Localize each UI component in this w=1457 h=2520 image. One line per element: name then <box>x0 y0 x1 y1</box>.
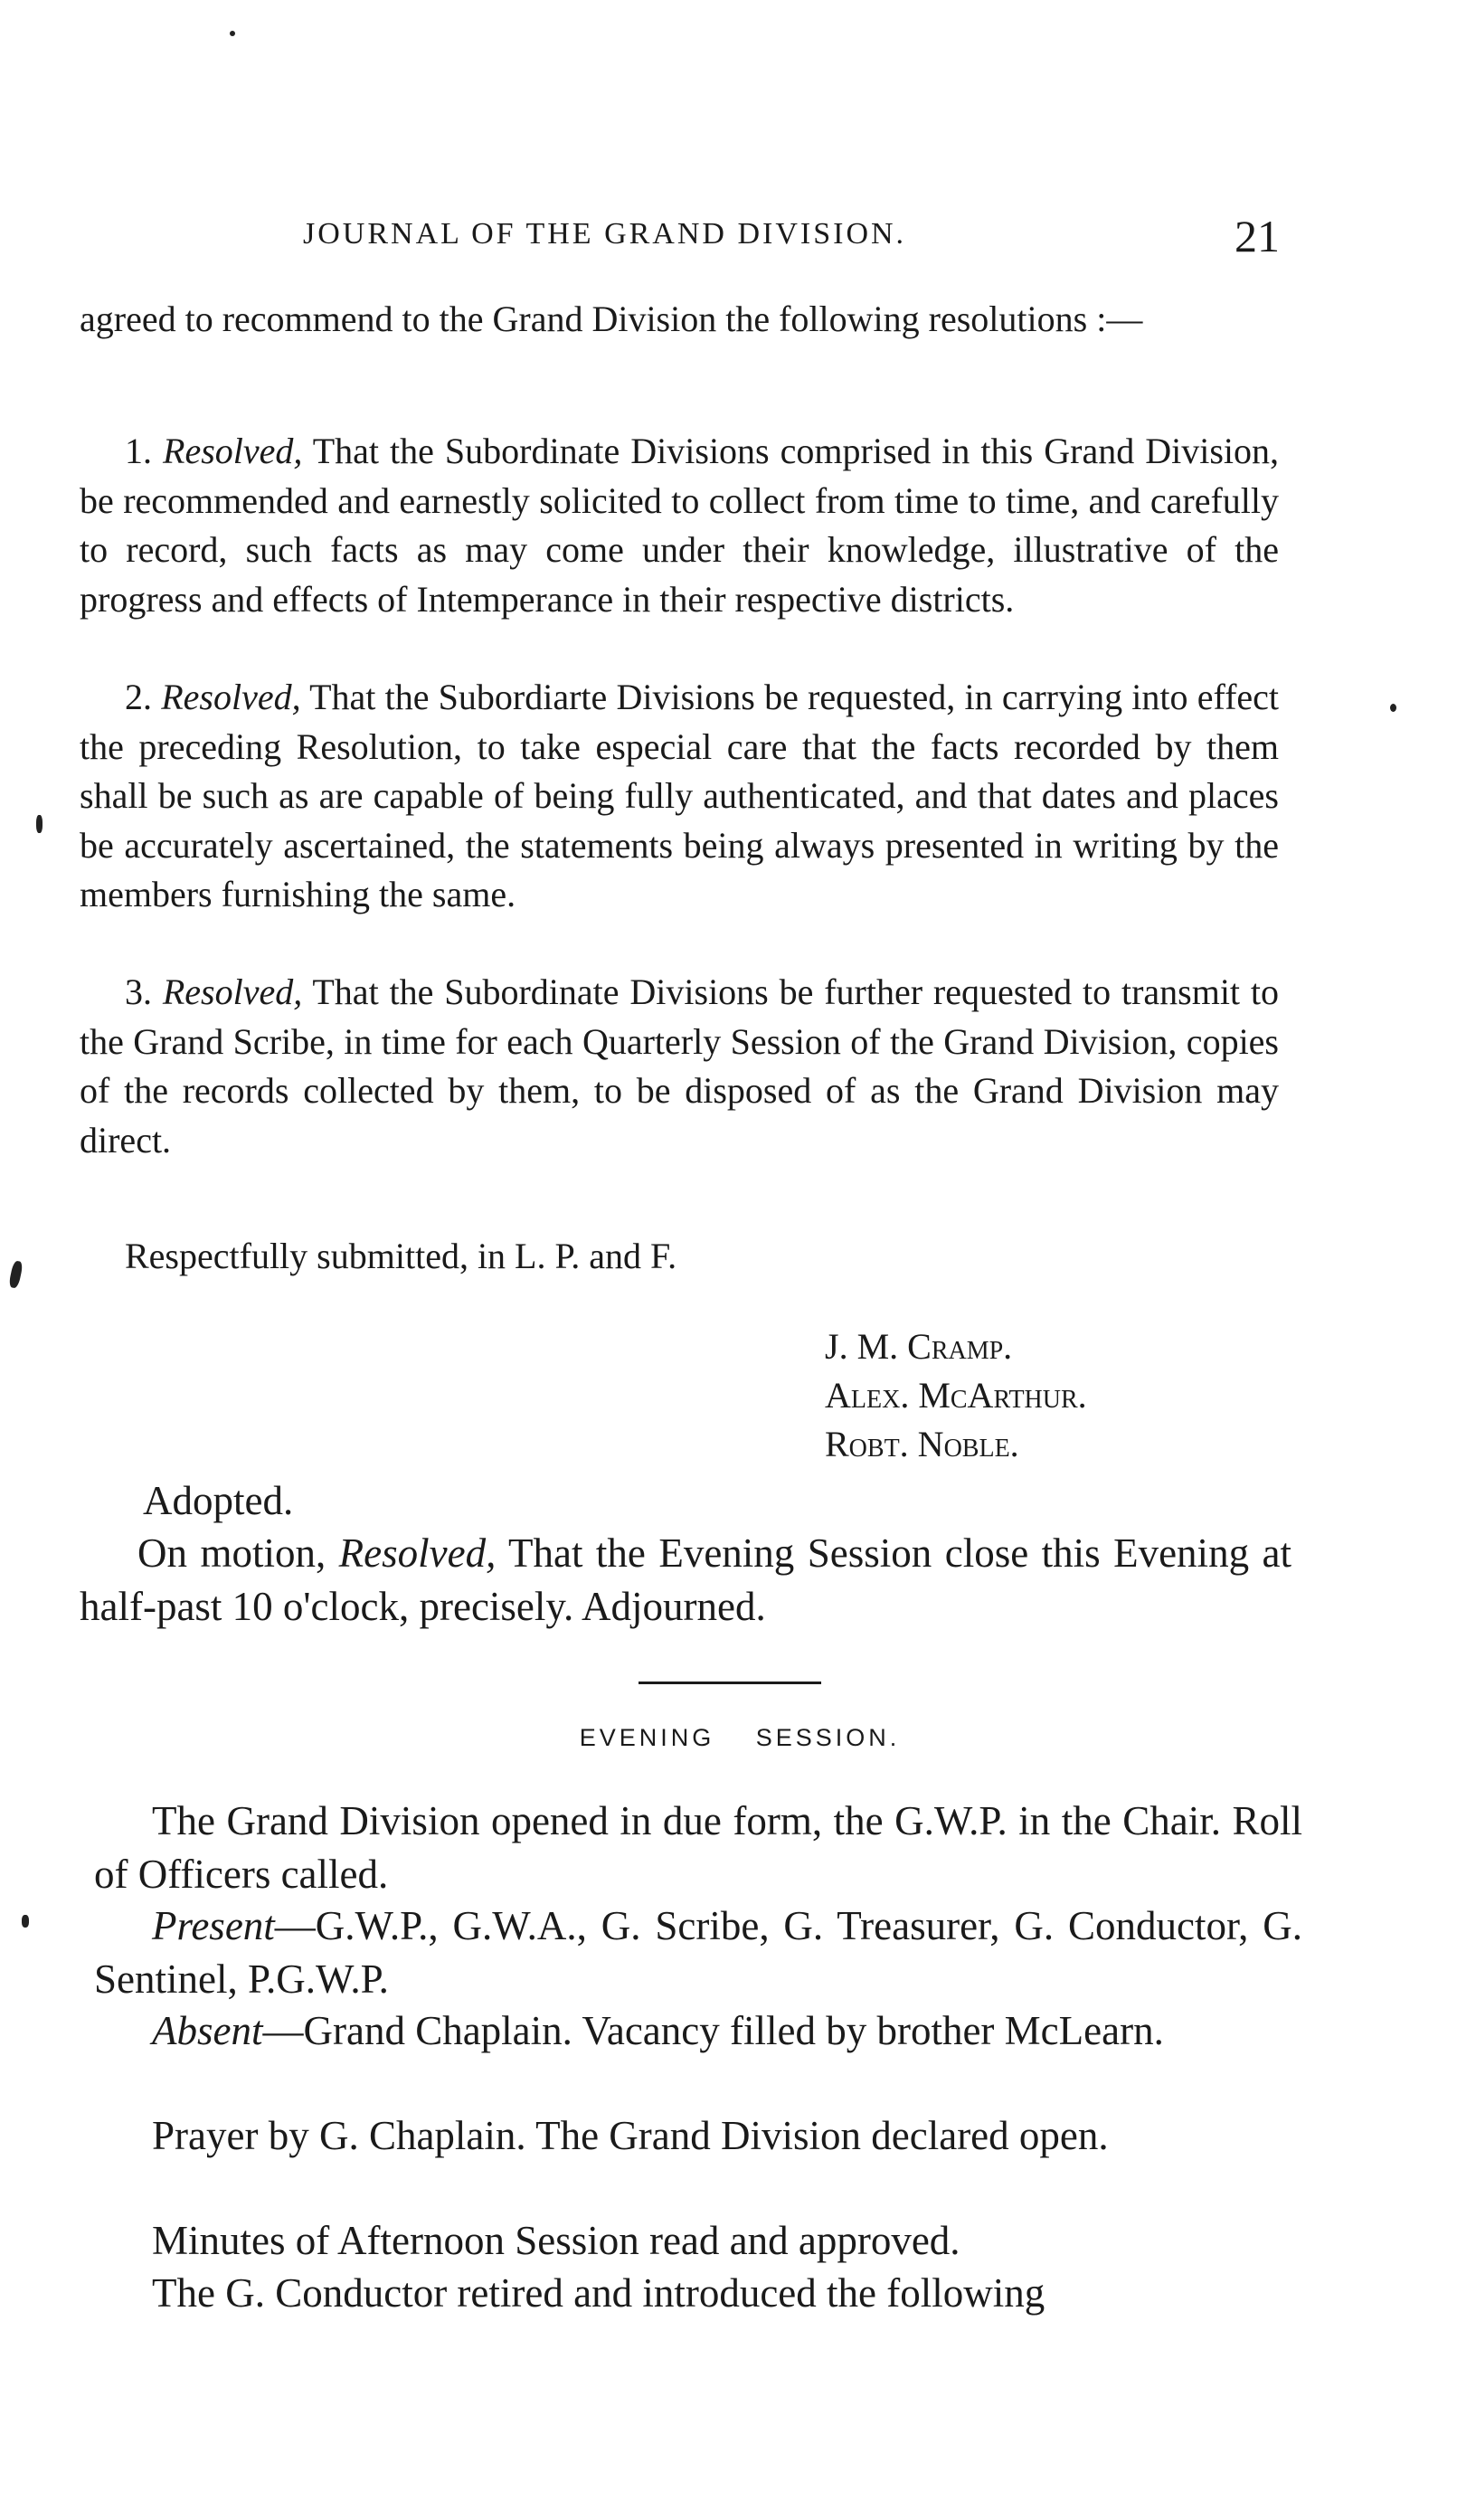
signatory: Alex. McArthur. <box>825 1375 1087 1416</box>
intro-paragraph <box>80 295 1279 345</box>
resolution-text: That the Subordiarte Divisions be requested, in carrying into effect the preceding Resolution, to take especial care that the facts recorded by them shall be such as are capable of being fully authenticated, and that dates and places be accurately ascertained, the statements being always presented in writing by the members furnishing the same. <box>80 677 1280 914</box>
present-label: Present <box>152 1903 275 1948</box>
resolution-3 <box>80 968 1279 1165</box>
minutes-paragraph <box>94 2214 1302 2268</box>
running-head <box>303 210 1280 264</box>
closing-line <box>80 1232 1279 1282</box>
conductor-text: The G. Conductor retired and introduced the following <box>152 2270 1045 2316</box>
intro-text: agreed to recommend to the Grand Division the following resolutions :— <box>80 298 1143 339</box>
absent-text: —Grand Chaplain. Vacancy filled by brother McLearn. <box>262 2008 1164 2053</box>
ink-speck <box>8 1260 24 1289</box>
opening-text: The Grand Division opened in due form, the G.W.P. in the Chair. Roll of Officers called. <box>94 1798 1302 1897</box>
resolution-2 <box>80 673 1279 920</box>
resolution-label: Resolved, <box>162 971 303 1012</box>
prayer-text: Prayer by G. Chaplain. The Grand Division declared open. <box>152 2113 1109 2158</box>
section-divider <box>639 1682 821 1684</box>
motion-prefix: On motion, <box>137 1530 326 1576</box>
opening-paragraph <box>94 1795 1302 1900</box>
ink-speck <box>36 815 43 833</box>
adopted-text: Adopted. <box>143 1478 294 1523</box>
minutes-text: Minutes of Afternoon Session read and approved. <box>152 2218 960 2263</box>
resolution-text: That the Subordinate Divisions be further requested to transmit to the Grand Scribe, in time for each Quarterly Session of the Grand Division, copies of the records collected by them, to be disposed of as the Grand Division may direct. <box>80 971 1280 1161</box>
signatory: J. M. Cramp. <box>825 1326 1013 1367</box>
resolution-label: Resolved, <box>161 677 301 717</box>
running-title: JOURNAL OF THE GRAND DIVISION. <box>303 217 907 251</box>
resolution-number: 3. <box>125 971 152 1012</box>
signatory: Robt. Noble. <box>825 1424 1019 1464</box>
present-paragraph <box>94 1899 1302 2005</box>
absent-label: Absent <box>152 2008 263 2053</box>
prayer-paragraph <box>94 2109 1302 2163</box>
absent-paragraph <box>94 2004 1302 2058</box>
motion-text: That the Evening Session close this Evening at half-past 10 o'clock, precisely. Adjourned. <box>80 1530 1291 1629</box>
motion-paragraph <box>80 1527 1291 1633</box>
resolution-label: Resolved, <box>163 431 303 471</box>
resolution-1 <box>80 427 1279 624</box>
ink-speck <box>1390 704 1396 712</box>
motion-label: Resolved, <box>338 1530 497 1576</box>
closing-text: Respectfully submitted, in L. P. and F. <box>125 1236 677 1276</box>
section-heading: EVENING SESSION. <box>579 1724 901 1751</box>
resolution-text: That the Subordinate Divisions comprised in this Grand Division, be recommended and earnestly solicited to collect from time to time, and carefully to record, such facts as may come under their knowledge, illustrative of the progress and effects of Intemperance in their respective districts. <box>80 431 1280 620</box>
present-text: —G.W.P., G.W.A., G. Scribe, G. Treasurer, G. Conductor, G. Sentinel, P.G.W.P. <box>94 1903 1302 2002</box>
resolution-number: 1. <box>125 431 152 471</box>
ink-speck <box>230 31 235 36</box>
resolution-number: 2. <box>125 677 152 717</box>
ink-speck <box>22 1915 29 1928</box>
conductor-paragraph <box>94 2267 1302 2320</box>
page-number: 21 <box>1235 211 1280 261</box>
adopted-line <box>143 1474 1279 1528</box>
